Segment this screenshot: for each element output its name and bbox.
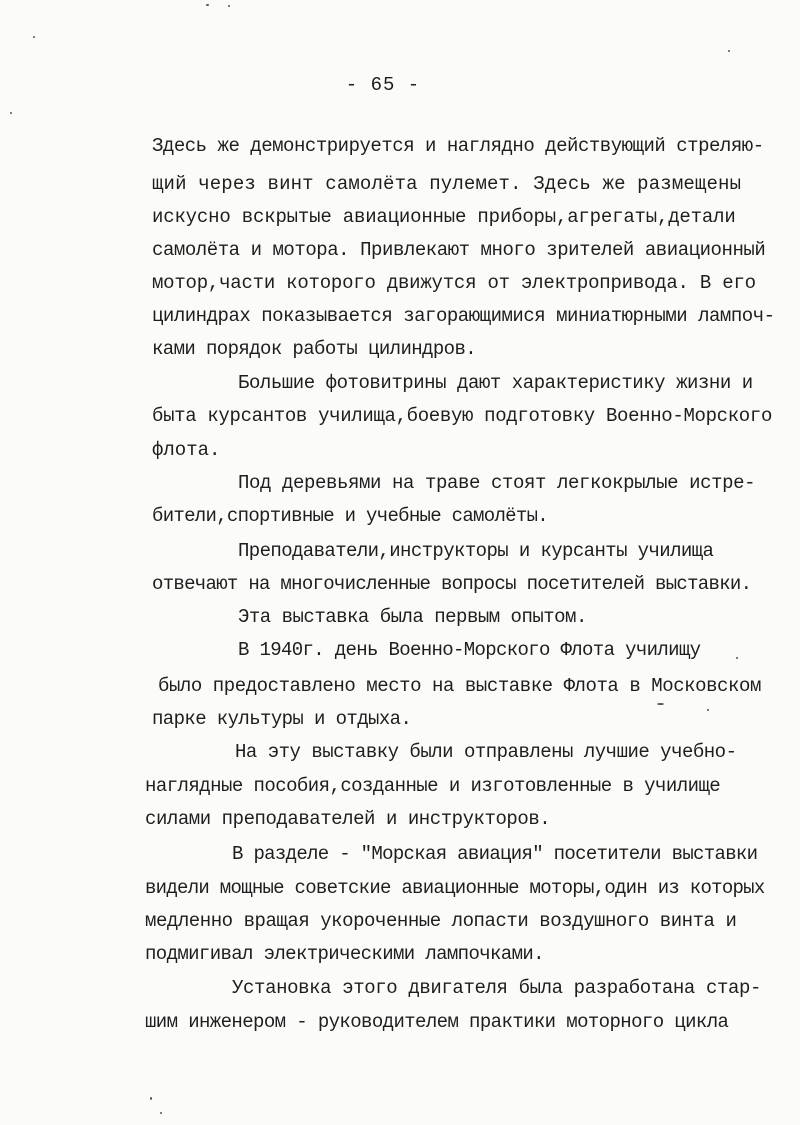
text-line: В 1940г. день Военно-Морского Флота училищу	[238, 639, 701, 661]
page-number: - 65 -	[345, 74, 421, 96]
text-line: медленно вращая укороченные лопасти воздушного винта и	[145, 910, 737, 932]
text-line: отвечают на многочисленные вопросы посетителей выставки.	[152, 573, 752, 595]
text-line: шим инженером - руководителем практики моторного цикла	[145, 1011, 729, 1033]
text-line: наглядные пособия,созданные и изготовленные в училище	[145, 775, 721, 797]
text-line: Эта выставка была первым опытом.	[238, 606, 587, 628]
scan-speck	[657, 703, 664, 705]
text-line: Преподаватели,инструкторы и курсанты училища	[238, 540, 714, 562]
text-line: щий через винт самолёта пулемет. Здесь же размещены	[152, 173, 742, 195]
text-line: мотор,части которого движутся от электропривода. В его	[152, 272, 756, 294]
text-line: Большие фотовитрины дают характеристику жизни и	[238, 372, 753, 394]
scan-speck	[33, 36, 35, 38]
text-line: самолёта и мотора. Привлекают много зрителей авиационный	[152, 239, 766, 261]
scan-speck	[206, 4, 209, 6]
text-line: быта курсантов училища,боевую подготовку Военно-Морского	[152, 405, 773, 427]
text-line: видели мощные советские авиационные моторы,один из которых	[145, 877, 765, 899]
text-line: искусно вскрытые авиационные приборы,агрегаты,детали	[152, 206, 736, 228]
text-line: ками порядок работы цилиндров.	[152, 338, 477, 360]
text-line: Здесь же демонстрируется и наглядно действующий стреляю-	[152, 135, 764, 157]
scan-speck	[150, 1097, 152, 1100]
text-line: Установка этого двигателя была разработана стар-	[232, 977, 762, 999]
text-line: бители,спортивные и учебные самолёты.	[152, 505, 548, 527]
text-line: парке культуры и отдыха.	[152, 708, 412, 730]
scan-speck	[228, 5, 230, 7]
text-line: В разделе - "Морская авиация" посетители выставки	[232, 843, 758, 865]
text-line: подмигивал электрическими лампочками.	[145, 943, 544, 965]
scan-speck	[10, 112, 12, 114]
scan-speck	[736, 657, 738, 659]
text-line: было предоставлено место на выставке Флота в Московском	[158, 675, 761, 697]
text-line: флота.	[152, 439, 221, 461]
text-line: Под деревьями на траве стоят легкокрылые истре-	[238, 472, 756, 494]
text-line: силами преподавателей и инструкторов.	[145, 808, 551, 830]
scan-speck	[707, 709, 709, 711]
scan-speck	[160, 1112, 162, 1114]
text-line: цилиндрах показывается загорающимися миниатюрными лампоч-	[152, 305, 775, 327]
scan-speck	[728, 50, 730, 52]
text-line: На эту выставку были отправлены лучшие учебно-	[235, 741, 737, 763]
